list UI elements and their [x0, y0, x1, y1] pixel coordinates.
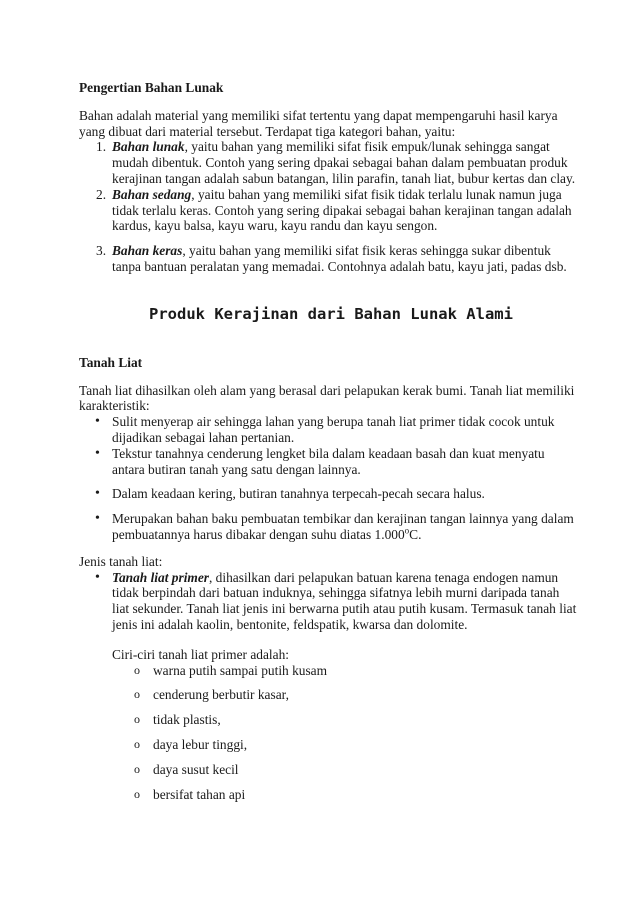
list-item	[79, 446, 579, 478]
term-bahan-keras: Bahan keras	[112, 243, 183, 259]
list-text: daya lebur tinggi,	[153, 736, 248, 752]
degree-superscript: o	[404, 525, 410, 536]
list-text: cenderung berbutir kasar,	[153, 687, 289, 703]
term-tanah-liat-primer: Tanah liat primer	[112, 569, 209, 585]
bullet-icon: •	[95, 569, 100, 585]
material-category-list	[79, 139, 579, 274]
intro-paragraph: Bahan adalah material yang memiliki sifat tertentu yang dapat mempengaruhi hasil karya yang dibuat dari material tersebut. Terdapat tiga kategori bahan, yaitu:	[79, 107, 558, 139]
list-text: daya susut kecil	[153, 761, 239, 777]
list-text: bersifat tahan api	[153, 786, 246, 802]
section-title-pengertian: Pengertian Bahan Lunak	[79, 80, 224, 95]
list-item	[79, 139, 579, 186]
list-text: Merupakan bahan baku pembuatan tembikar dan kerajinan tangan lainnya yang dalam pembuatannya harus dibakar dengan suhu diatas 1.000	[112, 511, 574, 542]
bullet-icon: •	[95, 414, 100, 430]
list-text: Tekstur tanahnya cenderung lengket bila dalam keadaan basah dan kuat menyatu antara butiran tanah yang satu dengan lainnya.	[112, 445, 545, 477]
list-text: tidak plastis,	[153, 712, 221, 728]
jenis-list	[79, 570, 579, 663]
list-number: 1.	[96, 139, 107, 155]
list-item	[79, 663, 579, 679]
bullet-icon: •	[95, 486, 100, 502]
main-title: Produk Kerajinan dari Bahan Lunak Alami	[149, 304, 513, 323]
list-text: Dalam keadaan kering, butiran tanahnya terpecah-pecah secara halus.	[112, 486, 485, 502]
list-item	[79, 570, 579, 663]
ciri-list	[79, 663, 579, 803]
list-text: , yaitu bahan yang memiliki sifat fisik tidak terlalu lunak namun juga tidak terlalu keras. Contoh yang sering dipakai sebagai bahan kerajinan tangan adalah kardus, kayu balsa, kayu waru, kayu randu dan kayu sengon.	[112, 186, 572, 234]
list-text: warna putih sampai putih kusam	[153, 662, 328, 678]
circle-bullet-icon: o	[134, 687, 140, 702]
circle-bullet-icon: o	[134, 712, 140, 727]
list-item	[79, 511, 579, 543]
jenis-tanah-liat-heading: Jenis tanah liat:	[79, 553, 163, 569]
karakteristik-list	[79, 414, 579, 543]
list-item	[79, 414, 579, 446]
list-number: 3.	[96, 243, 107, 259]
document-page	[79, 80, 579, 802]
bullet-icon: •	[95, 511, 100, 527]
ciri-heading: Ciri-ciri tanah liat primer adalah:	[112, 646, 289, 662]
list-item	[79, 687, 579, 703]
list-item	[79, 486, 579, 502]
term-bahan-sedang: Bahan sedang	[112, 186, 192, 202]
list-item	[79, 187, 579, 234]
circle-bullet-icon: o	[134, 761, 140, 776]
circle-bullet-icon: o	[134, 786, 140, 801]
section-title-tanah-liat: Tanah Liat	[79, 354, 143, 370]
list-text: , dihasilkan dari pelapukan batuan karena tenaga endogen namun tidak berpindah dari batuan induknya, sehingga sifatnya lebih murni daripada tanah liat sekunder. Tanah liat jenis ini berwarna putih atau putih kusam. Termasuk tanah liat jenis ini adalah kaolin, bentonite, feldspatik, kwarsa dan dolomite.	[112, 569, 577, 632]
list-item	[79, 243, 579, 275]
list-text: , yaitu bahan yang memiliki sifat fisik keras sehingga sukar dibentuk tanpa bantuan peralatan yang memadai. Contohnya adalah batu, kayu jati, padas dsb.	[112, 243, 567, 274]
list-text: , yaitu bahan yang memiliki sifat fisik empuk/lunak sehingga sangat mudah dibentuk. Contoh yang sering dpakai sebagai bahan dalam pembuatan produk kerajinan tangan adalah sabun batangan, lilin parafin, tanah liat, bubur kertas dan clay.	[112, 139, 576, 186]
list-item	[79, 712, 579, 728]
term-bahan-lunak: Bahan lunak	[112, 139, 185, 155]
list-text: Sulit menyerap air sehingga lahan yang berupa tanah liat primer tidak cocok untuk dijadikan sebagai lahan pertanian.	[112, 414, 555, 445]
circle-bullet-icon: o	[134, 736, 140, 751]
list-item	[79, 737, 579, 753]
list-item	[79, 787, 579, 803]
list-item	[79, 762, 579, 778]
circle-bullet-icon: o	[134, 662, 140, 677]
degree-unit: C.	[409, 526, 422, 542]
bullet-icon: •	[95, 445, 100, 461]
tanah-liat-intro: Tanah liat dihasilkan oleh alam yang berasal dari pelapukan kerak bumi. Tanah liat memiliki karakteristik:	[79, 382, 575, 414]
list-number: 2.	[96, 186, 107, 202]
